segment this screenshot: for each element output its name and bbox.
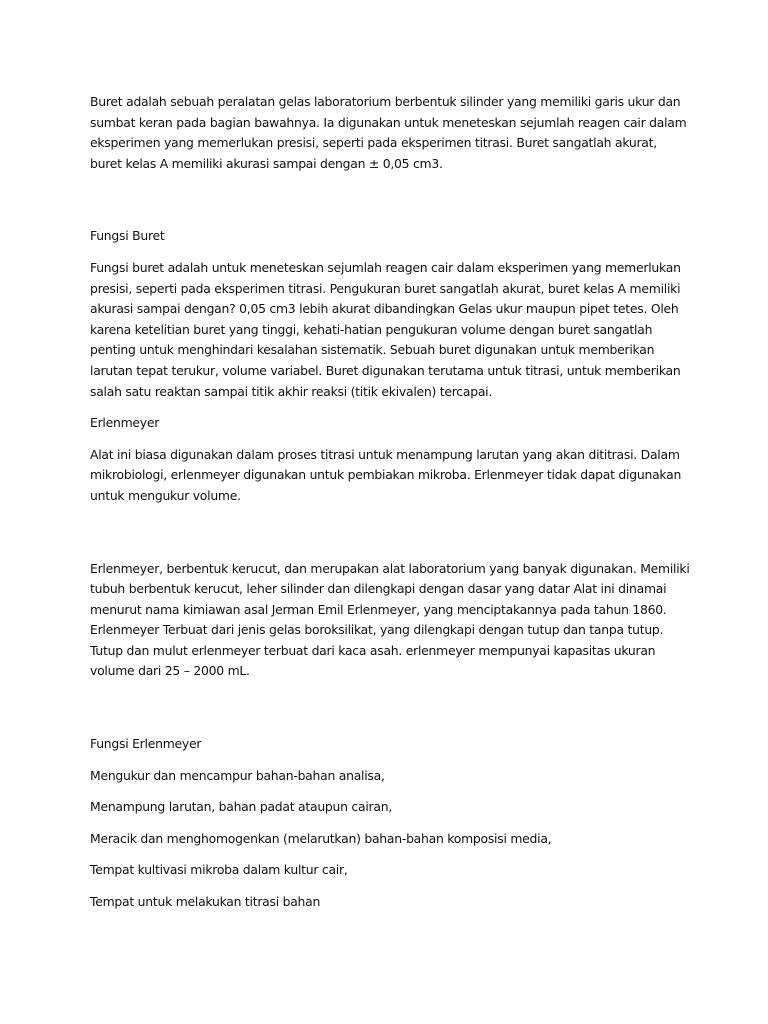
list-item-fungsi-erlenmeyer: Tempat kultivasi mikroba dalam kultur cair, [90, 862, 348, 878]
list-item-fungsi-erlenmeyer: Tempat untuk melakukan titrasi bahan [90, 894, 321, 910]
heading-erlenmeyer: Erlenmeyer [90, 415, 160, 431]
list-item-fungsi-erlenmeyer: Mengukur dan mencampur bahan-bahan analisa, [90, 767, 385, 783]
paragraph-erlenmeyer-description: Alat ini biasa digunakan dalam proses titrasi untuk menampung larutan yang akan dititrasi. Dalam mikrobiologi, erlenmeyer digunakan untuk pembiakan mikroba. Erlenmeyer tidak dapat digunakan untuk mengukur volume. [90, 446, 682, 503]
list-item-fungsi-erlenmeyer: Menampung larutan, bahan padat ataupun cairan, [90, 799, 393, 815]
paragraph-erlenmeyer-details: Erlenmeyer, berbentuk kerucut, dan merupakan alat laboratorium yang banyak digunakan. Memiliki tubuh berbentuk kerucut, leher silinder dan dilengkapi dengan dasar yang datar Alat ini dinamai menurut nama kimiawan asal Jerman Emil Erlenmeyer, yang menciptakannya pada tahun 1860. Erlenmeyer Terbuat dari jenis gelas boroksilikat, yang dilengkapi dengan tutup dan tanpa tutup. Tutup dan mulut erlenmeyer terbuat dari kaca asah. erlenmeyer mempunyai kapasitas ukuran volume dari 25 – 2000 mL. [90, 560, 690, 679]
heading-fungsi-buret: Fungsi Buret [90, 228, 165, 244]
list-item-fungsi-erlenmeyer: Meracik dan menghomogenkan (melarutkan) bahan-bahan komposisi media, [90, 830, 552, 846]
heading-fungsi-erlenmeyer: Fungsi Erlenmeyer [90, 736, 202, 752]
document-body [90, 92, 690, 913]
paragraph-buret: Buret adalah sebuah peralatan gelas laboratorium berbentuk silinder yang memiliki garis ukur dan sumbat keran pada bagian bawahnya. Ia digunakan untuk meneteskan sejumlah reagen cair dalam eksperimen yang memerlukan presisi, seperti pada eksperimen titrasi. Buret sangatlah akurat, buret kelas A memiliki akurasi sampai dengan ± 0,05 cm3. [90, 94, 687, 171]
paragraph-fungsi-buret: Fungsi buret adalah untuk meneteskan sejumlah reagen cair dalam eksperimen yang memerlukan presisi, seperti pada eksperimen titrasi. Pengukuran buret sangatlah akurat, buret kelas A memiliki akurasi sampai dengan? 0,05 cm3 lebih akurat dibandingkan Gelas ukur maupun pipet tetes. Oleh karena ketelitian buret yang tinggi, kehati-hatian pengukuran volume dengan buret sangatlah penting untuk menghindari kesalahan sistematik. Sebuah buret digunakan untuk memberikan larutan tepat terukur, volume variabel. Buret digunakan terutama untuk titrasi, untuk memberikan salah satu reaktan sampai titik akhir reaksi (titik ekivalen) tercapai. [90, 259, 681, 399]
